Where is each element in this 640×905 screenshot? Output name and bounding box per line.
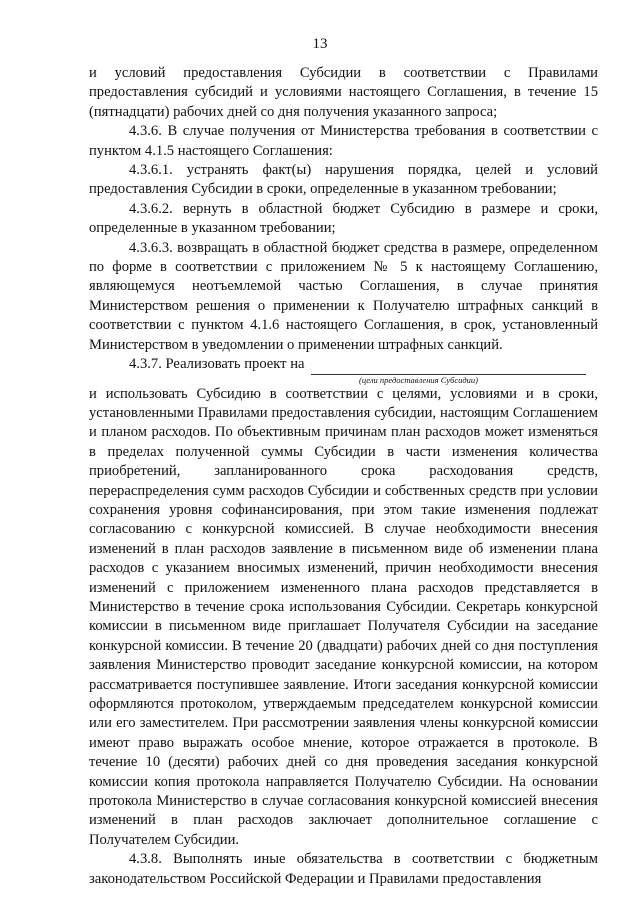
paragraph-4-3-7-line [89,355,598,374]
paragraph-4-3-6-3: 4.3.6.3. возвращать в областной бюджет средства в размере, определенном по форме в соответствии с приложением № 5 к настоящему Соглашению, являющемуся неотъемлемой частью Соглашения, в случае принятия Министерством решения о применении к Получателю штрафных санкций в соответствии с пунктом 4.1.6 настоящего Соглашения, в срок, установленный Министерством в уведомлении о применении штрафных санкций. [89,239,598,353]
paragraph-4-3-7-body: и использовать Субсидию в соответствии с целями, условиями и в сроки, установленными Правилами предоставления субсидии, настоящим Соглашением и планом расходов. По объективным причинам план расходов может изменяться в пределах полученной суммы Субсидии в части изменения количества приобретений, запланированного срока расходования средств, перераспределения сумм расходов Субсидии и собственных средств при условии сохранения уровня софинансирования, при этом такие изменения подлежат согласованию с конкурсной комиссией. В случае необходимости внесения изменений в план расходов заявление в письменном виде об изменении плана расходов с указанием вносимых изменений, причин необходимости внесения изменений с приложением измененного плана расходов представляется в Министерство в течение срока использования Субсидии. Секретарь конкурсной комиссии в письменном виде приглашает Получателя Субсидии на заседание конкурсной комиссии. В течение 20 (двадцати) рабочих дней со дня поступления заявления Министерство проводит заседание конкурсной комиссии, на котором рассматривается поступившее заявление. Итоги заседания конкурсной комиссии оформляются протоколом, утверждаемым председателем конкурсной комиссии или его заместителем. При рассмотрении заявления члены конкурсной комиссии имеют право выражать особое мнение, которое отражается в протоколе. В течение 10 (десяти) рабочих дней со дня проведения заседания конкурсной комиссии копия протокола направляется Получателю Субсидии. На основании протокола Министерство в случае согласования конкурсной комиссией внесения изменений в план расходов заключает дополнительное соглашение с Получателем Субсидии. [89,385,598,848]
page-number: 13 [312,36,328,52]
paragraph-4-3-6-1: 4.3.6.1. устранять факт(ы) нарушения порядка, целей и условий предоставления Субсидии в сроки, определенные в указанном требовании; [89,162,598,198]
paragraph-4-3-8: 4.3.8. Выполнять иные обязательства в соответствии с бюджетным законодательством Российской Федерации и Правилами предоставления [89,851,598,887]
document-body [89,64,598,889]
blank-caption: (цели предоставления Субсидии) [359,374,478,385]
paragraph-4-3-6-2: 4.3.6.2. вернуть в областной бюджет Субсидию в размере и сроки, определенные в указанном требовании; [89,200,598,237]
fill-in-blank-line [311,360,587,375]
paragraph-continuation: и условий предоставления Субсидии в соответствии с Правилами предоставления субсидий и условиями настоящего Соглашения, в течение 15 (пятнадцати) рабочих дней со дня получения указанного запроса; [89,65,598,120]
paragraph-4-3-7-lead: 4.3.7. Реализовать проект на [129,356,305,373]
paragraph-4-3-6: 4.3.6. В случае получения от Министерства требования в соответствии с пунктом 4.1.5 настоящего Соглашения: [89,123,598,159]
